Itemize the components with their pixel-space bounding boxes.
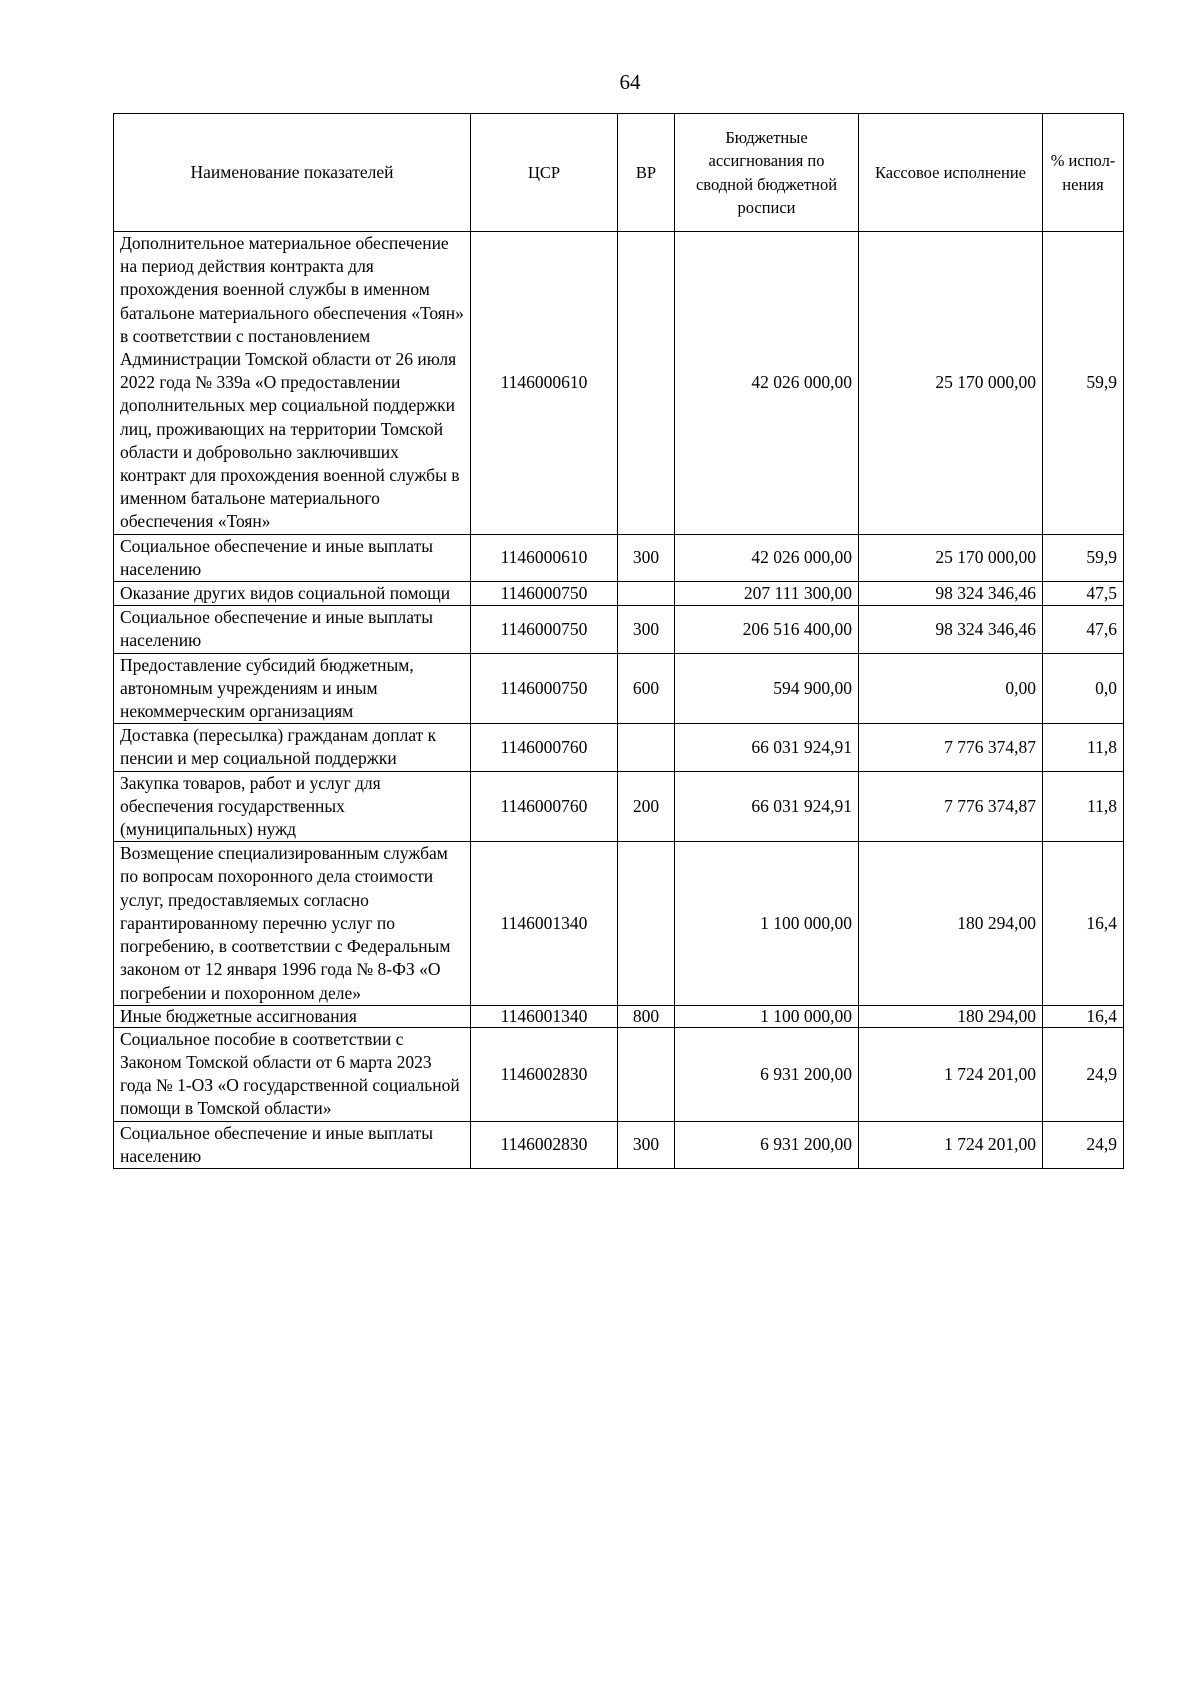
row-budget: 42 026 000,00: [675, 534, 859, 581]
row-budget: 207 111 300,00: [675, 582, 859, 606]
row-cash: 180 294,00: [859, 1005, 1043, 1027]
row-name: Предоставление субсидий бюджетным, автономным учреждениям и иным некоммерческим организациям: [114, 653, 471, 724]
row-budget: 6 931 200,00: [675, 1121, 859, 1168]
row-csr: 1146000610: [471, 534, 618, 581]
header-name: Наименование показателей: [114, 114, 471, 232]
row-budget: 1 100 000,00: [675, 842, 859, 1005]
table-row: [114, 534, 1124, 581]
row-csr: 1146002830: [471, 1121, 618, 1168]
header-vr: ВР: [618, 114, 675, 232]
row-vr: 200: [618, 771, 675, 842]
row-name: Дополнительное материальное обеспечение на период действия контракта для прохождения военной службы в именном батальоне материального обеспечения «Тоян» в соответствии с постановлением Администрации Томской области от 26 июля 2022 года № 339а «О предоставлении дополнительных мер социальной поддержки лиц, проживающих на территории Томской области и добровольно заключивших контракт для прохождения военной службы в именном батальоне материального обеспечения «Тоян»: [114, 232, 471, 535]
row-name: Социальное пособие в соответствии с Законом Томской области от 6 марта 2023 года № 1-ОЗ «О государственной социальной помощи в Томской области»: [114, 1027, 471, 1121]
row-name: Социальное обеспечение и иные выплаты населению: [114, 534, 471, 581]
row-vr: [618, 1027, 675, 1121]
row-cash: 1 724 201,00: [859, 1027, 1043, 1121]
header-cash: Кассовое исполнение: [859, 114, 1043, 232]
row-percent: 59,9: [1043, 534, 1124, 581]
row-vr: [618, 582, 675, 606]
table-row: [114, 842, 1124, 1005]
row-percent: 47,6: [1043, 606, 1124, 653]
row-csr: 1146000760: [471, 771, 618, 842]
row-budget: 66 031 924,91: [675, 771, 859, 842]
row-cash: 1 724 201,00: [859, 1121, 1043, 1168]
row-percent: 11,8: [1043, 724, 1124, 771]
row-name: Социальное обеспечение и иные выплаты населению: [114, 606, 471, 653]
row-budget: 1 100 000,00: [675, 1005, 859, 1027]
header-budget: Бюджетные ассигнования по сводной бюджетной росписи: [675, 114, 859, 232]
row-percent: 24,9: [1043, 1027, 1124, 1121]
table-row: [114, 653, 1124, 724]
row-vr: 600: [618, 653, 675, 724]
row-name: Иные бюджетные ассигнования: [114, 1005, 471, 1027]
row-csr: 1146001340: [471, 1005, 618, 1027]
row-vr: 300: [618, 606, 675, 653]
row-vr: [618, 232, 675, 535]
row-csr: 1146000760: [471, 724, 618, 771]
row-name: Возмещение специализированным службам по вопросам похоронного дела стоимости услуг, предоставляемых согласно гарантированному перечню услуг по погребению, в соответствии с Федеральным законом от 12 января 1996 года № 8-ФЗ «О погребении и похоронном деле»: [114, 842, 471, 1005]
table-row: [114, 232, 1124, 535]
row-budget: 42 026 000,00: [675, 232, 859, 535]
budget-execution-table: [113, 113, 1124, 1169]
row-percent: 59,9: [1043, 232, 1124, 535]
row-vr: 800: [618, 1005, 675, 1027]
table-row: [114, 1005, 1124, 1027]
row-name: Оказание других видов социальной помощи: [114, 582, 471, 606]
row-cash: 98 324 346,46: [859, 582, 1043, 606]
table-row: [114, 1027, 1124, 1121]
table-row: [114, 606, 1124, 653]
row-percent: 0,0: [1043, 653, 1124, 724]
row-cash: 0,00: [859, 653, 1043, 724]
row-csr: 1146002830: [471, 1027, 618, 1121]
row-csr: 1146000750: [471, 606, 618, 653]
row-name: Закупка товаров, работ и услуг для обеспечения государственных (муниципальных) нужд: [114, 771, 471, 842]
table-row: [114, 724, 1124, 771]
row-percent: 47,5: [1043, 582, 1124, 606]
row-name: Социальное обеспечение и иные выплаты населению: [114, 1121, 471, 1168]
row-budget: 206 516 400,00: [675, 606, 859, 653]
row-vr: [618, 842, 675, 1005]
row-vr: 300: [618, 534, 675, 581]
row-cash: 180 294,00: [859, 842, 1043, 1005]
table-row: [114, 582, 1124, 606]
row-cash: 25 170 000,00: [859, 534, 1043, 581]
table-row: [114, 771, 1124, 842]
row-percent: 11,8: [1043, 771, 1124, 842]
row-vr: 300: [618, 1121, 675, 1168]
row-budget: 594 900,00: [675, 653, 859, 724]
row-percent: 24,9: [1043, 1121, 1124, 1168]
row-name: Доставка (пересылка) гражданам доплат к пенсии и мер социальной поддержки: [114, 724, 471, 771]
header-percent: % испол-нения: [1043, 114, 1124, 232]
header-csr: ЦСР: [471, 114, 618, 232]
row-cash: 98 324 346,46: [859, 606, 1043, 653]
row-percent: 16,4: [1043, 842, 1124, 1005]
row-budget: 66 031 924,91: [675, 724, 859, 771]
row-csr: 1146000750: [471, 582, 618, 606]
row-vr: [618, 724, 675, 771]
row-budget: 6 931 200,00: [675, 1027, 859, 1121]
row-csr: 1146001340: [471, 842, 618, 1005]
table-row: [114, 1121, 1124, 1168]
row-cash: 25 170 000,00: [859, 232, 1043, 535]
page-number: 64: [619, 70, 641, 94]
row-percent: 16,4: [1043, 1005, 1124, 1027]
row-csr: 1146000750: [471, 653, 618, 724]
row-csr: 1146000610: [471, 232, 618, 535]
row-cash: 7 776 374,87: [859, 771, 1043, 842]
row-cash: 7 776 374,87: [859, 724, 1043, 771]
table-header-row: [114, 114, 1124, 232]
